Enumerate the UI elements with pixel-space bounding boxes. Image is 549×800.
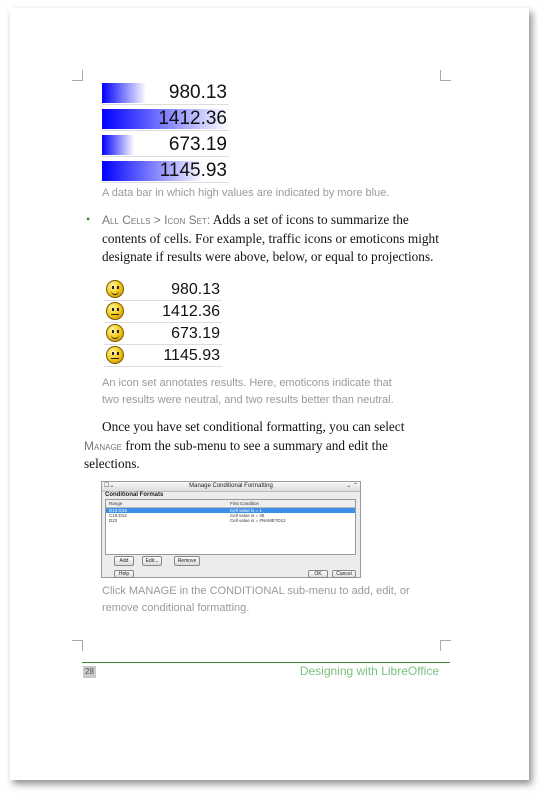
iconset-caption-line1: An icon set annotates results. Here, emoticons indicate that	[102, 377, 392, 389]
dialog-caption-line1: Click MANAGE in the CONDITIONAL sub-menu to add, edit, or	[102, 585, 410, 597]
row-condition: Cell value is = #NAME?D12	[230, 518, 286, 523]
iconset-row	[104, 323, 222, 345]
databar-row	[102, 160, 229, 183]
crop-mark-top-left	[72, 70, 83, 81]
help-button[interactable]: Help	[114, 570, 134, 578]
databar-caption: A data bar in which high values are indicated by more blue.	[102, 187, 390, 199]
iconset-value: 1145.93	[163, 347, 220, 364]
databar-value: 673.19	[168, 134, 227, 155]
iconset-row	[104, 301, 222, 323]
footer-title: Designing with LibreOffice	[299, 664, 439, 678]
smiley-neutral-icon	[106, 346, 124, 364]
remove-button[interactable]: Remove	[174, 556, 200, 566]
row-range: D22	[109, 518, 118, 523]
conditional-formats-list[interactable]	[105, 499, 356, 555]
smiley-neutral-icon	[106, 302, 124, 320]
paragraph-line3: selections.	[84, 456, 140, 471]
dialog-caption	[102, 583, 410, 617]
row-condition: Cell value is = 1	[230, 508, 262, 513]
list-header	[106, 500, 355, 508]
column-header-condition[interactable]: First Condition	[230, 501, 260, 506]
iconset-desc-line3: designate if results were above, below, or equal to projections.	[102, 249, 434, 264]
databar-fill	[102, 83, 146, 103]
row-condition: Cell value is = 35	[230, 513, 265, 518]
iconset-example	[104, 279, 222, 367]
databar-row	[102, 134, 229, 157]
footer-rule	[82, 662, 450, 663]
window-controls-icon[interactable]: ⌄ ⌃	[346, 483, 358, 489]
column-header-range[interactable]: Range	[109, 501, 123, 506]
iconset-term: All Cells > Icon Set:	[102, 213, 211, 227]
dialog-titlebar	[102, 482, 360, 492]
crop-mark-bottom-left	[72, 640, 83, 651]
crop-mark-top-right	[440, 70, 451, 81]
iconset-value: 980.13	[171, 281, 220, 298]
cancel-button[interactable]: Cancel	[332, 570, 356, 578]
row-range: D13:G15	[109, 508, 128, 513]
iconset-value: 673.19	[171, 325, 220, 342]
databar-value: 980.13	[168, 82, 227, 103]
databar-fill	[102, 135, 134, 155]
iconset-row	[104, 345, 222, 367]
bullet-marker: •	[86, 212, 91, 226]
dialog-caption-line2: remove conditional formatting.	[102, 602, 250, 614]
databar-value: 1145.93	[159, 160, 227, 181]
databar-row	[102, 82, 229, 105]
iconset-desc-line2: contents of cells. For example, traffic icons or emoticons might	[102, 230, 439, 246]
paragraph-line1: Once you have set conditional formatting, you can select	[102, 419, 405, 434]
edit-button[interactable]: Edit...	[142, 556, 162, 566]
ok-button[interactable]: OK	[308, 570, 328, 578]
iconset-caption-line2: two results were neutral, and two results better than neutral.	[102, 394, 394, 406]
dialog-title: Manage Conditional Formatting	[189, 483, 273, 489]
databar-row	[102, 108, 229, 131]
iconset-desc-line1: Adds a set of icons to summarize the	[210, 212, 409, 227]
databar-example	[102, 82, 229, 186]
iconset-row	[104, 279, 222, 301]
iconset-caption	[102, 375, 394, 409]
list-item[interactable]	[106, 518, 355, 523]
databar-value: 1412.36	[158, 108, 227, 129]
page-number: 28	[83, 666, 96, 678]
row-range: C10:D12	[109, 513, 127, 518]
window-menu-icon[interactable]: ☐⌄	[104, 483, 115, 489]
add-button[interactable]: Add	[114, 556, 134, 566]
manage-term: Manage	[84, 438, 123, 453]
iconset-value: 1412.36	[162, 303, 220, 320]
manage-conditional-formatting-dialog	[101, 481, 361, 578]
smiley-happy-icon	[106, 280, 124, 298]
crop-mark-bottom-right	[440, 640, 451, 651]
dialog-section-label: Conditional Formats	[105, 492, 164, 498]
smiley-happy-icon	[106, 324, 124, 342]
document-page	[10, 8, 529, 780]
manage-paragraph	[84, 418, 454, 474]
paragraph-line2: from the sub-menu to see a summary and edit the	[122, 437, 388, 453]
iconset-paragraph	[102, 211, 452, 267]
